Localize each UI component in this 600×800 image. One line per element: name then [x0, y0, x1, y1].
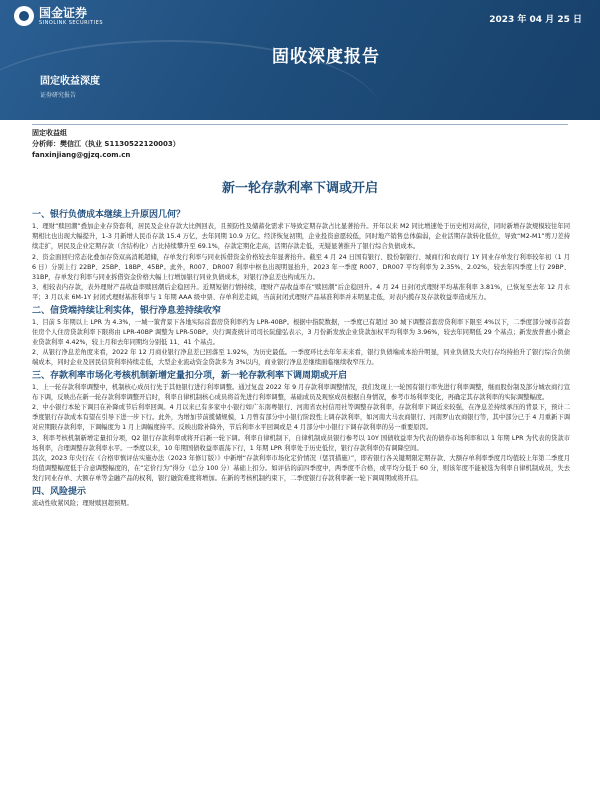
section-paragraph: 1、上一轮存款利率调整中，机制核心成员行先于其他银行进行利率调整。通过复盘 2022 年 9 月存款利率调整情况，我们发现上一轮国有银行率先进行利率调整，继而股份制及部分城农商行宣布下调，反映出在新一轮存款利率调整开启时，利率自律机制核心成员将首先进行利率调整，基础成员及观察成员根据自身情况，参考市场利率变化，再确定其存款利率的实际调整幅度。 [32, 383, 570, 401]
section-paragraph: 其次，2023 年央行在《合格审慎评估实施办法（2023 年修订版）》中新增“存款利率市场化定价情况（惩罚措施）”，即若银行各关键期限定期存款、大额存单利率季度月均值较上年第二季度月均值调整幅度低于合意调整幅度的，在“定价行为”得分（总分 100 分）基础上扣分。如评估的前四季度中，两季度不合格，或平均分低于 60 分，则该年度不能被选为利率自律机制成员，失去发行同业存单、大额存单等金融产品的权利，银行融资难度将增加。在新的考核机制约束下，二季度银行存款利率新一轮下调周期或将开启。 [32, 455, 570, 483]
section-paragraph: 2、从银行净息差角度来看，2022 年 12 月商业银行净息差已回落至 1.92%，为历史最低。一季度环比去年年末来看，银行负债端成本抬升明显，同业负债及大央行存均持抬升了银行综合负债端成本，同时企业及居民信贷利率持续走低，大型企业流动资金贷款多为 3%以内，商业银行净息差继续面临继续收窄压力。 [32, 349, 570, 367]
team-name: 固定收益组 [32, 129, 67, 137]
section-paragraph: 流动性收紧风险；理财赎回超预期。 [32, 499, 133, 507]
logo-name-en: SINOLINK SECURITIES [39, 19, 103, 26]
author-block [32, 128, 180, 161]
analyst-name: 分析师：樊信江（执业 S1130522120003） [32, 140, 180, 148]
section-heading: 三、存款利率市场化考核机制新增定量扣分项，新一轮存款利率下调周期或开启 [32, 370, 348, 381]
report-category: 固定收益深度 [40, 76, 100, 87]
section-paragraph: 1、理财“赎回潮”叠加企业存贷套利，居民及企业存款大比例回表，且预防性及储蓄化需求下导致定期存款占比显著抬升。开年以来 M2 同比增速处于历史相对高位，同时新增存款规模较往年同期相比也出现大幅提升，1-3 月新增人民币存款 15.4 万亿，去年同期 10.9 万亿。经济恢复初期，企业投资意愿较低，同时地产销售总体偏弱，企业活期存款转化低位，导致“M2-M1”剪刀差持续走扩，居民及企业定期存款（含结构化）占比持续攀升至 69.1%，存款定期化走高，活期存款走低，无疑显著推升了银行综合负债成本。 [32, 223, 570, 251]
report-type: 固收深度报告 [272, 47, 380, 67]
report-date: 2023 年 04 月 25 日 [489, 15, 582, 25]
company-logo [14, 6, 103, 26]
report-header [0, 0, 600, 120]
report-sub-category: 证券研究报告 [40, 92, 77, 99]
section-heading: 一、银行负债成本继续上升原因几何？ [32, 210, 186, 220]
section-paragraph: 3、利率考核机制新增定量扣分项，Q2 银行存款利率或将开启新一轮下调。利率自律机制下，自律机制成员银行参考以 10Y 国债收益率为代表的债券市场利率和以 1 年期 LPR 为代表的贷款市场利率，合理调整存款利率水平。一季度以来，10 年期国债收益率震荡下行，1 年期 LPR 利率处于历史低位，银行存款利率仍有调降空间。 [32, 434, 570, 452]
report-body [32, 208, 570, 509]
section-paragraph: 1、目前 5 年期以上 LPR 为 4.3%，一城一策背景下各地实际首套房贷利率约为 LPR-40BP。根据中指院数据，一季度已有超过 30 城下调整首套房贷利率下限至 4%以下，二季度部分城市首套住房个人住房贷款利率下限将由 LPR-40BP 调整为 LPR-50BP。央行调查统计司司长阮健弘表示，3 月份新发放企业贷款加权平均利率为 3.96%，较去年同期低 29 个基点；新发放普惠小微企业贷款利率 4.42%，较上月和去年同期均分别低 11、41 个基点。 [32, 318, 570, 347]
section-heading: 二、信贷端持续让利实体，银行净息差持续收窄 [32, 305, 222, 316]
section-paragraph: 2、中小银行本轮下调目在补降或节后利率回调。4 月以来已有多家中小银行如广东南粤银行、河南省农村信用社等调整存款利率，存款利率下调近来较强，在净息差持续承压的背景下，预计二季度银行存款成本有望在引导下进一步下行。此外，为增加节前揽储规模，1 月曾有部分中小银行阶段性上调存款利率，如河南大马农商银行、河南罗山农商银行等，其中部分已于 4 月重新下调对应期限存款利率，下调幅度为 1 月上调幅度持平。反映出除补降外，节后利率水平回调或是 4 月部分中小银行下调存款利率的另一重要原因。 [32, 404, 570, 432]
divider [32, 124, 568, 125]
section-heading: 四、风险提示 [32, 486, 87, 497]
logo-icon [14, 6, 34, 26]
report-title: 新一轮存款利率下调或开启 [221, 181, 378, 196]
logo-name-cn: 国金证券 [39, 5, 88, 20]
section-paragraph: 2、资金面回归常态化叠加存贷双高消耗超储，存单发行利率与同业拆借资金价格较去年显著抬升。截至 4 月 24 日国有银行、股份制银行、城商行和农商行 1Y 同业存单发行利率较年初（1 月 6 日）分别上行 22BP、25BP、18BP、45BP。此外，R007、DR007 利率中枢也出现明显抬升，2023 年一季度 R007、DR007 平均利率为 2.35%、2.02%，较去年四季度上行 29BP、31BP，存单发行利率与同业拆借资金价格大幅上行增加银行同业负债成本，对银行净息差也构成压力。 [32, 253, 570, 282]
section-paragraph: 3、相较表内存款，表外理财产品收益率赎回潮后企稳回升。近期短债行情持续，理财产品收益率在“赎回潮”后企稳回升。4 月 24 日封闭式理财平均基准利率 3.81%，已恢复至去年 12 月水平；3 月以来 6M-1Y 封闭式理财基准利率与 1 年期 AAA 级中票、存单利差走阔，当前封闭式理财产品基准利率并未明显走低，对表内揽存及存款收益率造成压力。 [32, 284, 570, 302]
analyst-email[interactable]: fanxinjiang@gjzq.com.cn [32, 151, 131, 159]
